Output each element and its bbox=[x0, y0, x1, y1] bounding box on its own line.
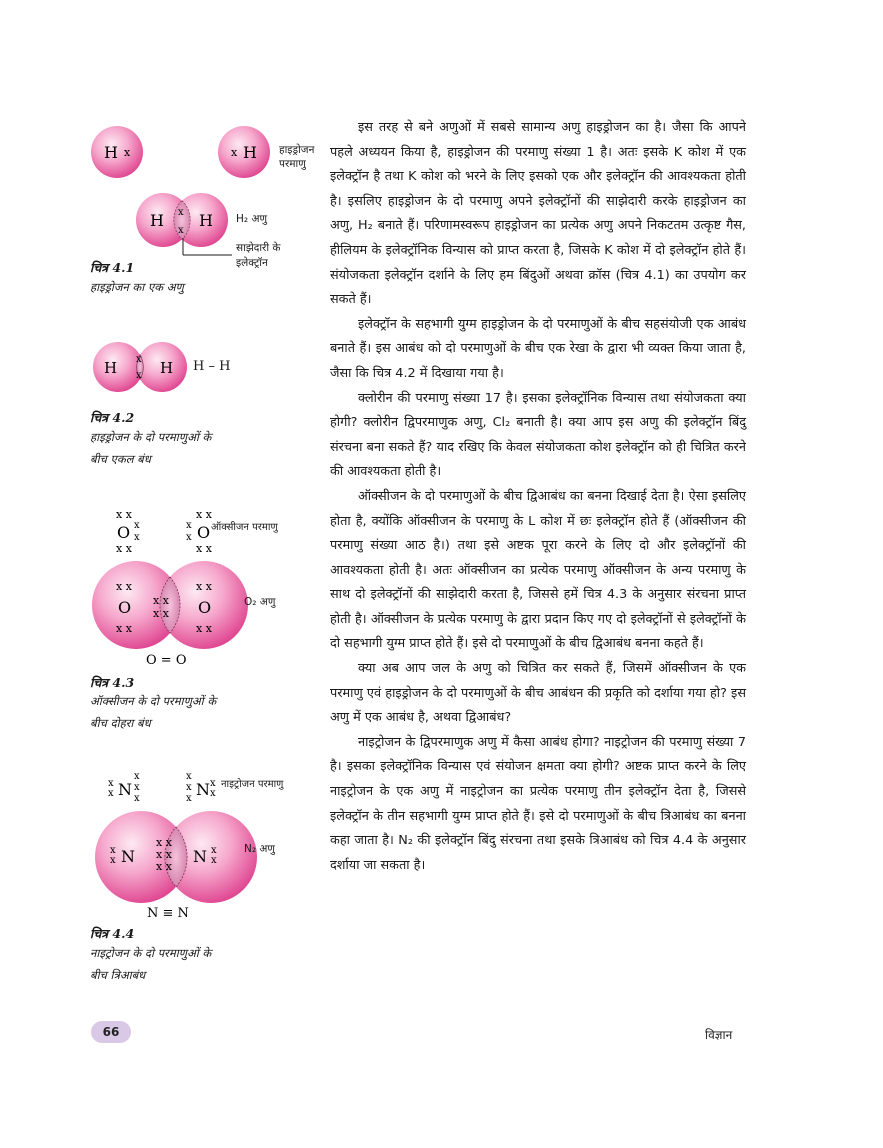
book-name: विज्ञान bbox=[705, 1028, 733, 1042]
svg-text:N: N bbox=[121, 847, 135, 866]
svg-text:x: x bbox=[211, 855, 217, 866]
svg-text:x x: x x bbox=[116, 508, 132, 521]
fig2-caption-line2: बीच एकल बंध bbox=[90, 452, 151, 466]
fig2-bond-label: H – H bbox=[193, 359, 231, 374]
svg-text:x x: x x bbox=[196, 622, 212, 635]
atom-symbol: H bbox=[150, 211, 164, 230]
fig1-molecule-label: H₂ अणु bbox=[236, 213, 268, 225]
svg-text:O: O bbox=[118, 598, 132, 617]
svg-text:x: x bbox=[186, 520, 192, 531]
svg-text:O: O bbox=[198, 598, 212, 617]
svg-text:x: x bbox=[110, 855, 116, 866]
figure-4-4-diagram bbox=[95, 771, 257, 921]
svg-text:N ≡ N: N ≡ N bbox=[147, 906, 189, 921]
fig3-caption-line2: बीच दोहरा बंध bbox=[90, 716, 151, 730]
svg-text:x: x bbox=[134, 782, 140, 793]
svg-text:x: x bbox=[110, 845, 116, 856]
svg-text:x: x bbox=[210, 778, 216, 789]
fig4-caption-line1: नाइट्रोजन के दो परमाणुओं के bbox=[90, 946, 212, 960]
shared-electron: x bbox=[178, 225, 184, 236]
fig1-shared-label: साझेदारी के इलेक्ट्रॉन bbox=[236, 242, 281, 269]
svg-text:N: N bbox=[118, 780, 132, 799]
paragraph: ऑक्सीजन के दो परमाणुओं के बीच द्विआबंध का बनना दिखाई देता है। ऐसा इसलिए होता है, क्योंकि ऑक्सीजन के परमाणु के L कोश में छः इलेक्ट्रॉन होते हैं (ऑक्सीजन की परमाणु संख्या आठ है।) तथा इसे अष्टक पूरा करने के लिए दो और इलेक्ट्रॉनों की आवश्यकता होती है। अतः ऑक्सीजन का प्रत्येक परमाणु ऑक्सीजन के अन्य परमाणु के साथ दो इलेक्ट्रॉनों की साझेदारी करता है, जिससे हमें चित्र 4.3 के अनुसार संरचना प्राप्त होती है। ऑक्सीजन के प्रत्येक परमाणु के द्वारा प्रदान किए गए दो इलेक्ट्रॉनों से इलेक्ट्रॉनों के दो सहभागी युग्म प्राप्त होते हैं। इसे दो परमाणुओं के बीच द्विआबंध बनना कहते हैं। bbox=[330, 488, 746, 652]
svg-text:x: x bbox=[186, 793, 192, 804]
figure-4-2-diagram bbox=[93, 342, 187, 392]
svg-text:x x: x x bbox=[156, 860, 172, 873]
fig2-title: चित्र 4.2 bbox=[90, 410, 135, 425]
svg-text:N: N bbox=[193, 847, 207, 866]
paragraph: इलेक्ट्रॉन के सहभागी युग्म हाइड्रोजन के दो परमाणुओं के बीच सहसंयोजी एक आबंध बनाते हैं। इस आबंध को दो परमाणुओं के बीच एक रेखा के द्वारा भी व्यक्त किया जाता है, जैसा कि चित्र 4.2 में दिखाया गया है। bbox=[330, 316, 746, 381]
paragraph: इस तरह से बने अणुओं में सबसे सामान्य अणु हाइड्रोजन का है। जैसा कि आपने पहले अध्ययन किया है, हाइड्रोजन की परमाणु संख्या 1 है। अतः इसके K कोश में एक इलेक्ट्रॉन है तथा K कोश को भरने के लिए इसको एक और इलेक्ट्रॉन की आवश्यकता होती है। इसलिए हाइड्रोजन के दो परमाणु अपने इलेक्ट्रॉनों की साझेदारी करके हाइड्रोजन का अणु, H₂ बनाते हैं। परिणामस्वरूप हाइड्रोजन का प्रत्येक अणु अपने निकटतम उत्कृष्ट गैस, हीलियम के इलेक्ट्रॉनिक विन्यास को प्राप्त करता है, जिसके K कोश में दो इलेक्ट्रॉन होते हैं। संयोजकता इलेक्ट्रॉन दर्शाने के लिए हम बिंदुओं अथवा क्रॉस (चित्र 4.1) का उपयोग कर सकते हैं। bbox=[330, 120, 746, 308]
svg-text:H: H bbox=[160, 359, 174, 377]
paragraph: क्लोरीन की परमाणु संख्या 17 है। इसका इलेक्ट्रॉनिक विन्यास तथा संयोजकता क्या होगी? क्लोरीन द्विपरमाणुक अणु, Cl₂ बनाती है। क्या आप इस अणु की इलेक्ट्रॉन बिंदु संरचना बना सकते हैं? याद रखिए कि केवल संयोजकता कोश इलेक्ट्रॉन को ही चित्रित करने की आवश्यकता होती है। bbox=[330, 390, 746, 480]
fig2-caption-line1: हाइड्रोजन के दो परमाणुओं के bbox=[90, 430, 212, 444]
svg-text:x: x bbox=[210, 788, 216, 799]
svg-text:x x: x x bbox=[196, 542, 212, 555]
svg-text:x: x bbox=[108, 788, 114, 799]
fig1-atom-label: हाइड्रोजन परमाणु bbox=[279, 144, 315, 170]
svg-text:x: x bbox=[134, 520, 140, 531]
svg-text:x x: x x bbox=[156, 848, 172, 861]
svg-text:x: x bbox=[186, 771, 192, 782]
body-text bbox=[330, 116, 746, 878]
svg-text:x x: x x bbox=[116, 580, 132, 593]
svg-text:O = O: O = O bbox=[146, 653, 187, 668]
figure-4-1-diagram bbox=[91, 126, 270, 255]
fig1-title: चित्र 4.1 bbox=[90, 260, 135, 275]
shared-electron: x bbox=[178, 207, 184, 218]
electron-mark: x bbox=[231, 146, 238, 159]
svg-text:x: x bbox=[108, 778, 114, 789]
page-number-badge: 66 bbox=[91, 1021, 131, 1043]
svg-text:x: x bbox=[186, 532, 192, 543]
svg-text:x: x bbox=[136, 370, 142, 381]
svg-text:x x: x x bbox=[116, 622, 132, 635]
fig3-caption-line1: ऑक्सीजन के दो परमाणुओं के bbox=[90, 694, 217, 708]
electron-mark: x bbox=[124, 146, 131, 159]
fig4-caption-line2: बीच त्रिआबंध bbox=[90, 968, 146, 982]
fig3-molecule-label: O₂ अणु bbox=[244, 596, 276, 608]
fig4-atom-label: नाइट्रोजन परमाणु bbox=[221, 779, 284, 790]
fig1-caption: हाइड्रोजन का एक अणु bbox=[90, 280, 184, 294]
svg-text:O: O bbox=[117, 523, 131, 542]
svg-text:N: N bbox=[196, 780, 210, 799]
atom-symbol: H bbox=[243, 143, 257, 162]
svg-text:H: H bbox=[104, 359, 118, 377]
atom-symbol: H bbox=[199, 211, 213, 230]
svg-text:x: x bbox=[186, 782, 192, 793]
svg-text:x: x bbox=[134, 793, 140, 804]
paragraph: नाइट्रोजन के द्विपरमाणुक अणु में कैसा आबंध होगा? नाइट्रोजन की परमाणु संख्या 7 है। इसका इलेक्ट्रॉनिक विन्यास एवं संयोजन क्षमता क्या होगी? अष्टक प्राप्त करने के लिए नाइट्रोजन के एक अणु में नाइट्रोजन का प्रत्येक परमाणु तीन इलेक्ट्रॉन देता है, जिससे इलेक्ट्रॉन के तीन सहभागी युग्म प्राप्त होते हैं। इसे दो परमाणुओं के बीच त्रिआबंध का बनना कहा जाता है। N₂ की इलेक्ट्रॉन बिंदु संरचना तथा इसके त्रिआबंध को चित्र 4.4 के अनुसार दर्शाया जा सकता है। bbox=[330, 734, 746, 873]
svg-text:x: x bbox=[211, 845, 217, 856]
svg-text:O: O bbox=[197, 523, 211, 542]
atom-symbol: H bbox=[104, 143, 118, 162]
svg-text:x x: x x bbox=[196, 580, 212, 593]
svg-text:x: x bbox=[136, 354, 142, 365]
fig3-atom-label: ऑक्सीजन परमाणु bbox=[211, 522, 278, 533]
fig4-title: चित्र 4.4 bbox=[90, 926, 135, 941]
svg-text:x x: x x bbox=[196, 508, 212, 521]
fig4-molecule-label: N₂ अणु bbox=[244, 843, 276, 855]
svg-text:x: x bbox=[134, 771, 140, 782]
svg-text:x: x bbox=[134, 532, 140, 543]
fig3-title: चित्र 4.3 bbox=[90, 675, 135, 690]
paragraph: क्या अब आप जल के अणु को चित्रित कर सकते हैं, जिसमें ऑक्सीजन के एक परमाणु एवं हाइड्रोजन के दो परमाणुओं के बीच आबंधन की प्रकृति को दर्शाया गया हो? इस अणु में एक आबंध है, अथवा द्विआबंध? bbox=[330, 661, 746, 726]
svg-text:x x: x x bbox=[153, 594, 169, 607]
svg-text:x x: x x bbox=[156, 836, 172, 849]
svg-text:x x: x x bbox=[116, 542, 132, 555]
svg-text:x x: x x bbox=[153, 607, 169, 620]
